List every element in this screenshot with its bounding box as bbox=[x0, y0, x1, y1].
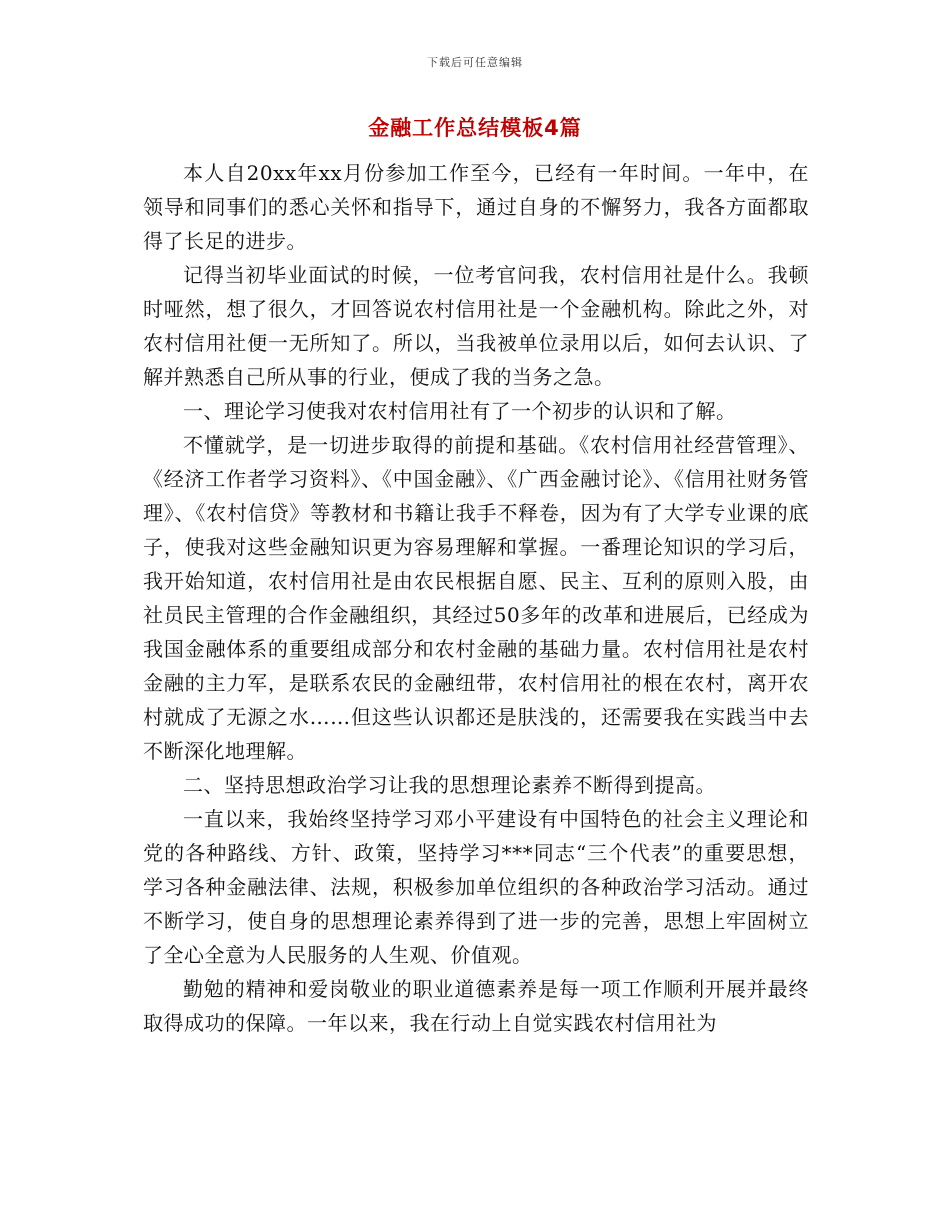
paragraph: 记得当初毕业面试的时候，一位考官问我，农村信用社是什么。我顿时哑然，想了很久，才回答说农村信用社是一个金融机构。除此之外，对农村信用社便一无所知了。所以，当我被单位录用以后，如何去认识、了解并熟悉自己所从事的行业，便成了我的当务之急。 bbox=[143, 263, 809, 389]
paragraph: 一直以来，我始终坚持学习邓小平建设有中国特色的社会主义理论和党的各种路线、方针、政策，坚持学习***同志“三个代表”的重要思想，学习各种金融法律、法规，积极参加单位组织的各种政治学习活动。通过不断学习，使自身的思想理论素养得到了进一步的完善，思想上牢固树立了全心全意为人民服务的人生观、价值观。 bbox=[143, 807, 809, 967]
header-note: 下载后可任意编辑 bbox=[427, 56, 523, 69]
paragraph: 不懂就学，是一切进步取得的前提和基础。《农村信用社经营管理》、《经济工作者学习资料》、《中国金融》、《广西金融讨论》、《信用社财务管理》、《农村信贷》等教材和书籍让我手不释卷，因为有了大学专业课的底子，使我对这些金融知识更为容易理解和掌握。一番理论知识的学习后，我开始知道，农村信用社是由农民根据自愿、民主、互利的原则入股，由社员民主管理的合作金融组织，其经过50多年的改革和进展后，已经成为我国金融体系的重要组成部分和农村金融的基础力量。农村信用社是农村金融的主力军，是联系农民的金融纽带，农村信用社的根在农村，离开农村就成了无源之水……但这些认识都还是肤浅的，还需要我在实践当中去不断深化地理解。 bbox=[143, 433, 809, 763]
document-body bbox=[143, 156, 809, 1040]
paragraph: 勤勉的精神和爱岗敬业的职业道德素养是每一项工作顺利开展并最终取得成功的保障。一年以来，我在行动上自觉实践农村信用社为 bbox=[143, 977, 809, 1035]
section-heading: 一、理论学习使我对农村信用社有了一个初步的认识和了解。 bbox=[183, 399, 737, 423]
document-title: 金融工作总结模板4篇 bbox=[368, 116, 582, 140]
section-heading: 二、坚持思想政治学习让我的思想理论素养不断得到提高。 bbox=[183, 773, 716, 797]
paragraph: 本人自20xx年xx月份参加工作至今，已经有一年时间。一年中，在领导和同事们的悉心关怀和指导下，通过自身的不懈努力，我各方面都取得了长足的进步。 bbox=[143, 161, 809, 253]
